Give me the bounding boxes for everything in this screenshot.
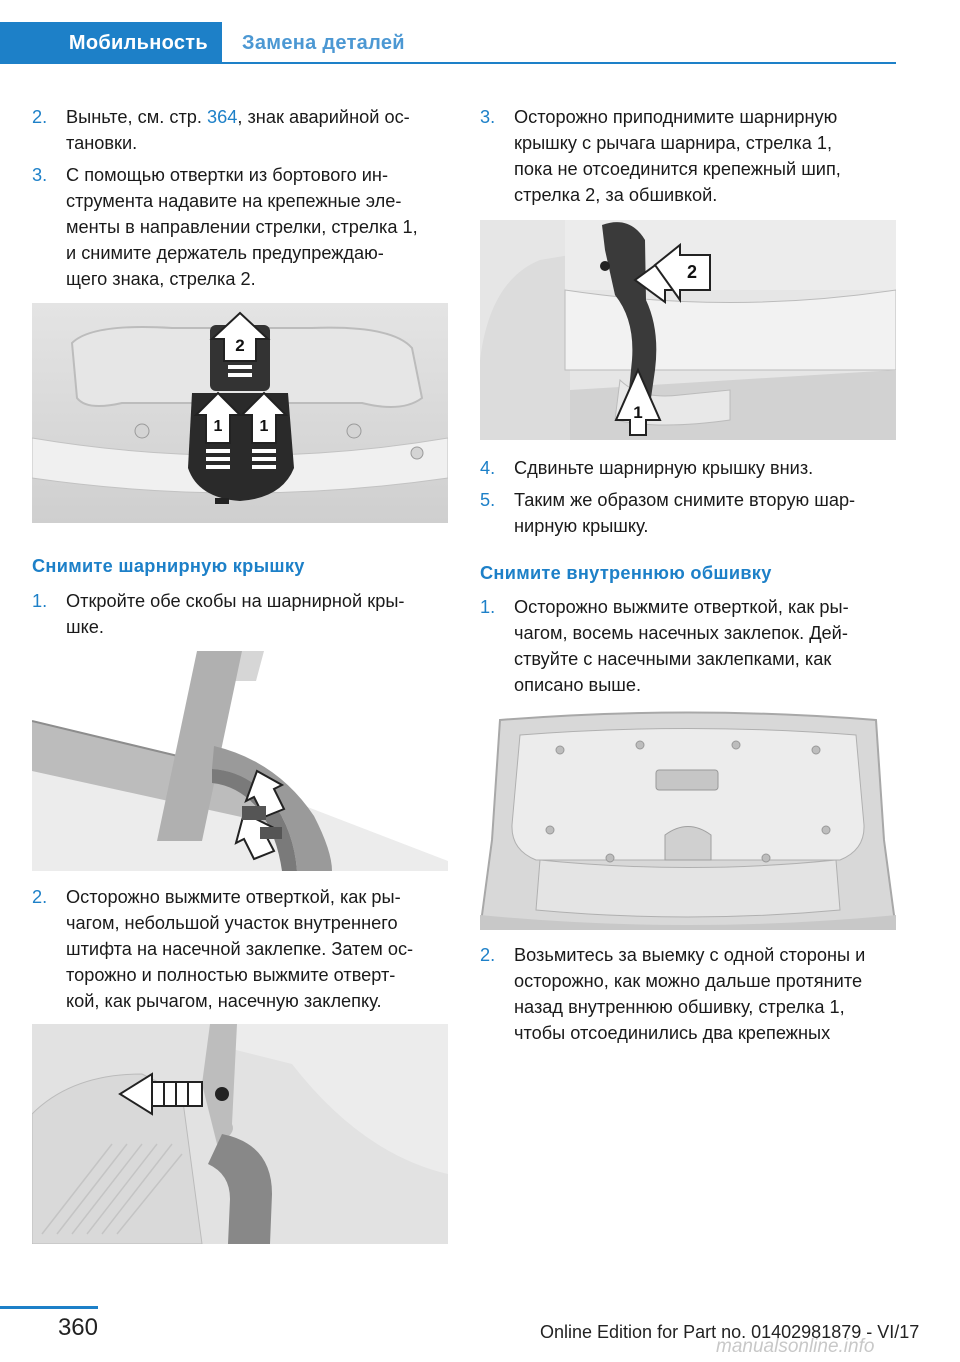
watermark: manualsonline.info [716, 1336, 875, 1357]
step-text: Возьмитесь за выемку с одной стороны и осторожно, как можно дальше протяните назад внутреннюю обшивку, стрелка 1, чтобы отсоединились два крепежных [514, 945, 866, 1043]
step-text: С помощью отвертки из бортового ин‐ струмента надавите на крепежные эле‐ менты в направлении стрелки, стрелка 1, и снимите держатель предупреждаю‐ щего знака, стрелка 2. [66, 165, 418, 289]
step-text: Сдвиньте шарнирную крышку вниз. [514, 458, 814, 478]
page-link-364[interactable]: 364 [207, 107, 238, 127]
section-heading-inner-trim: Снимите внутреннюю обшивку [480, 563, 772, 583]
step-text: Откройте обе скобы на шарнирной кры‐ шке. [66, 591, 405, 637]
arrow-label: 1 [213, 418, 223, 435]
step-5-remove-second [480, 487, 896, 539]
arrow-label: 1 [633, 403, 643, 422]
step-number: 4. [480, 458, 496, 478]
step-2-remove-triangle [32, 104, 448, 156]
figure-hinge-lift [480, 220, 896, 440]
step-number: 3. [32, 165, 48, 185]
step-3-remove-holder [32, 162, 448, 292]
footer-rule [0, 1306, 98, 1309]
arrow-label: 2 [686, 262, 698, 282]
trim-step-1 [480, 594, 896, 698]
step-text: Осторожно приподнимите шарнирную крышку с рычага шарнира, стрелка 1, пока не отсоединится крепежный шип, стрелка 2, за обшивкой. [514, 107, 841, 205]
right-column [480, 0, 896, 1300]
step-3-lift-hinge-cover [480, 104, 896, 208]
step-text: Выньте, см. стр. 364, знак аварийной ос‐ тановки. [66, 107, 410, 153]
step-number: 3. [480, 107, 496, 127]
figure-open-clips [32, 651, 448, 871]
figure-holder-removal [32, 303, 448, 523]
step-number: 1. [480, 597, 496, 617]
step-text: Осторожно выжмите отверткой, как ры‐ чагом, восемь насечных заклепок. Дей‐ ствуйте с насечными заклепками, как описано выше. [514, 597, 849, 695]
hinge-step-2 [32, 884, 448, 1014]
tab-mobility[interactable]: Мобильность [0, 22, 222, 64]
page-number: 360 [57, 1314, 98, 1341]
arrow-label: 2 [235, 336, 245, 355]
figure-inner-trim [480, 710, 896, 930]
left-column [32, 0, 448, 1300]
step-text: Таким же образом снимите вторую шар‐ нирную крышку. [514, 490, 856, 536]
step-number: 2. [32, 107, 48, 127]
edition-note: Online Edition for Part no. 01402981879 - VI/17 [540, 1322, 920, 1342]
tab-replace-parts[interactable]: Замена деталей [242, 32, 405, 54]
step-number: 2. [32, 887, 48, 907]
step-number: 1. [32, 591, 48, 611]
step-text: Осторожно выжмите отверткой, как ры‐ чагом, небольшой участок внутреннего штифта на насечной заклепке. Затем ос‐ торожно и полностью выжмите отверт‐ кой, как рычагом, насечную заклепку. [66, 887, 414, 1011]
hinge-step-1 [32, 588, 448, 640]
step-number: 2. [480, 945, 496, 965]
arrow-label: 1 [259, 418, 269, 435]
section-heading-hinge-cover: Снимите шарнирную крышку [32, 556, 305, 576]
step-4-slide-down [480, 455, 896, 481]
figure-rivet [32, 1024, 448, 1244]
trim-step-2 [480, 942, 896, 1046]
step-number: 5. [480, 490, 496, 510]
